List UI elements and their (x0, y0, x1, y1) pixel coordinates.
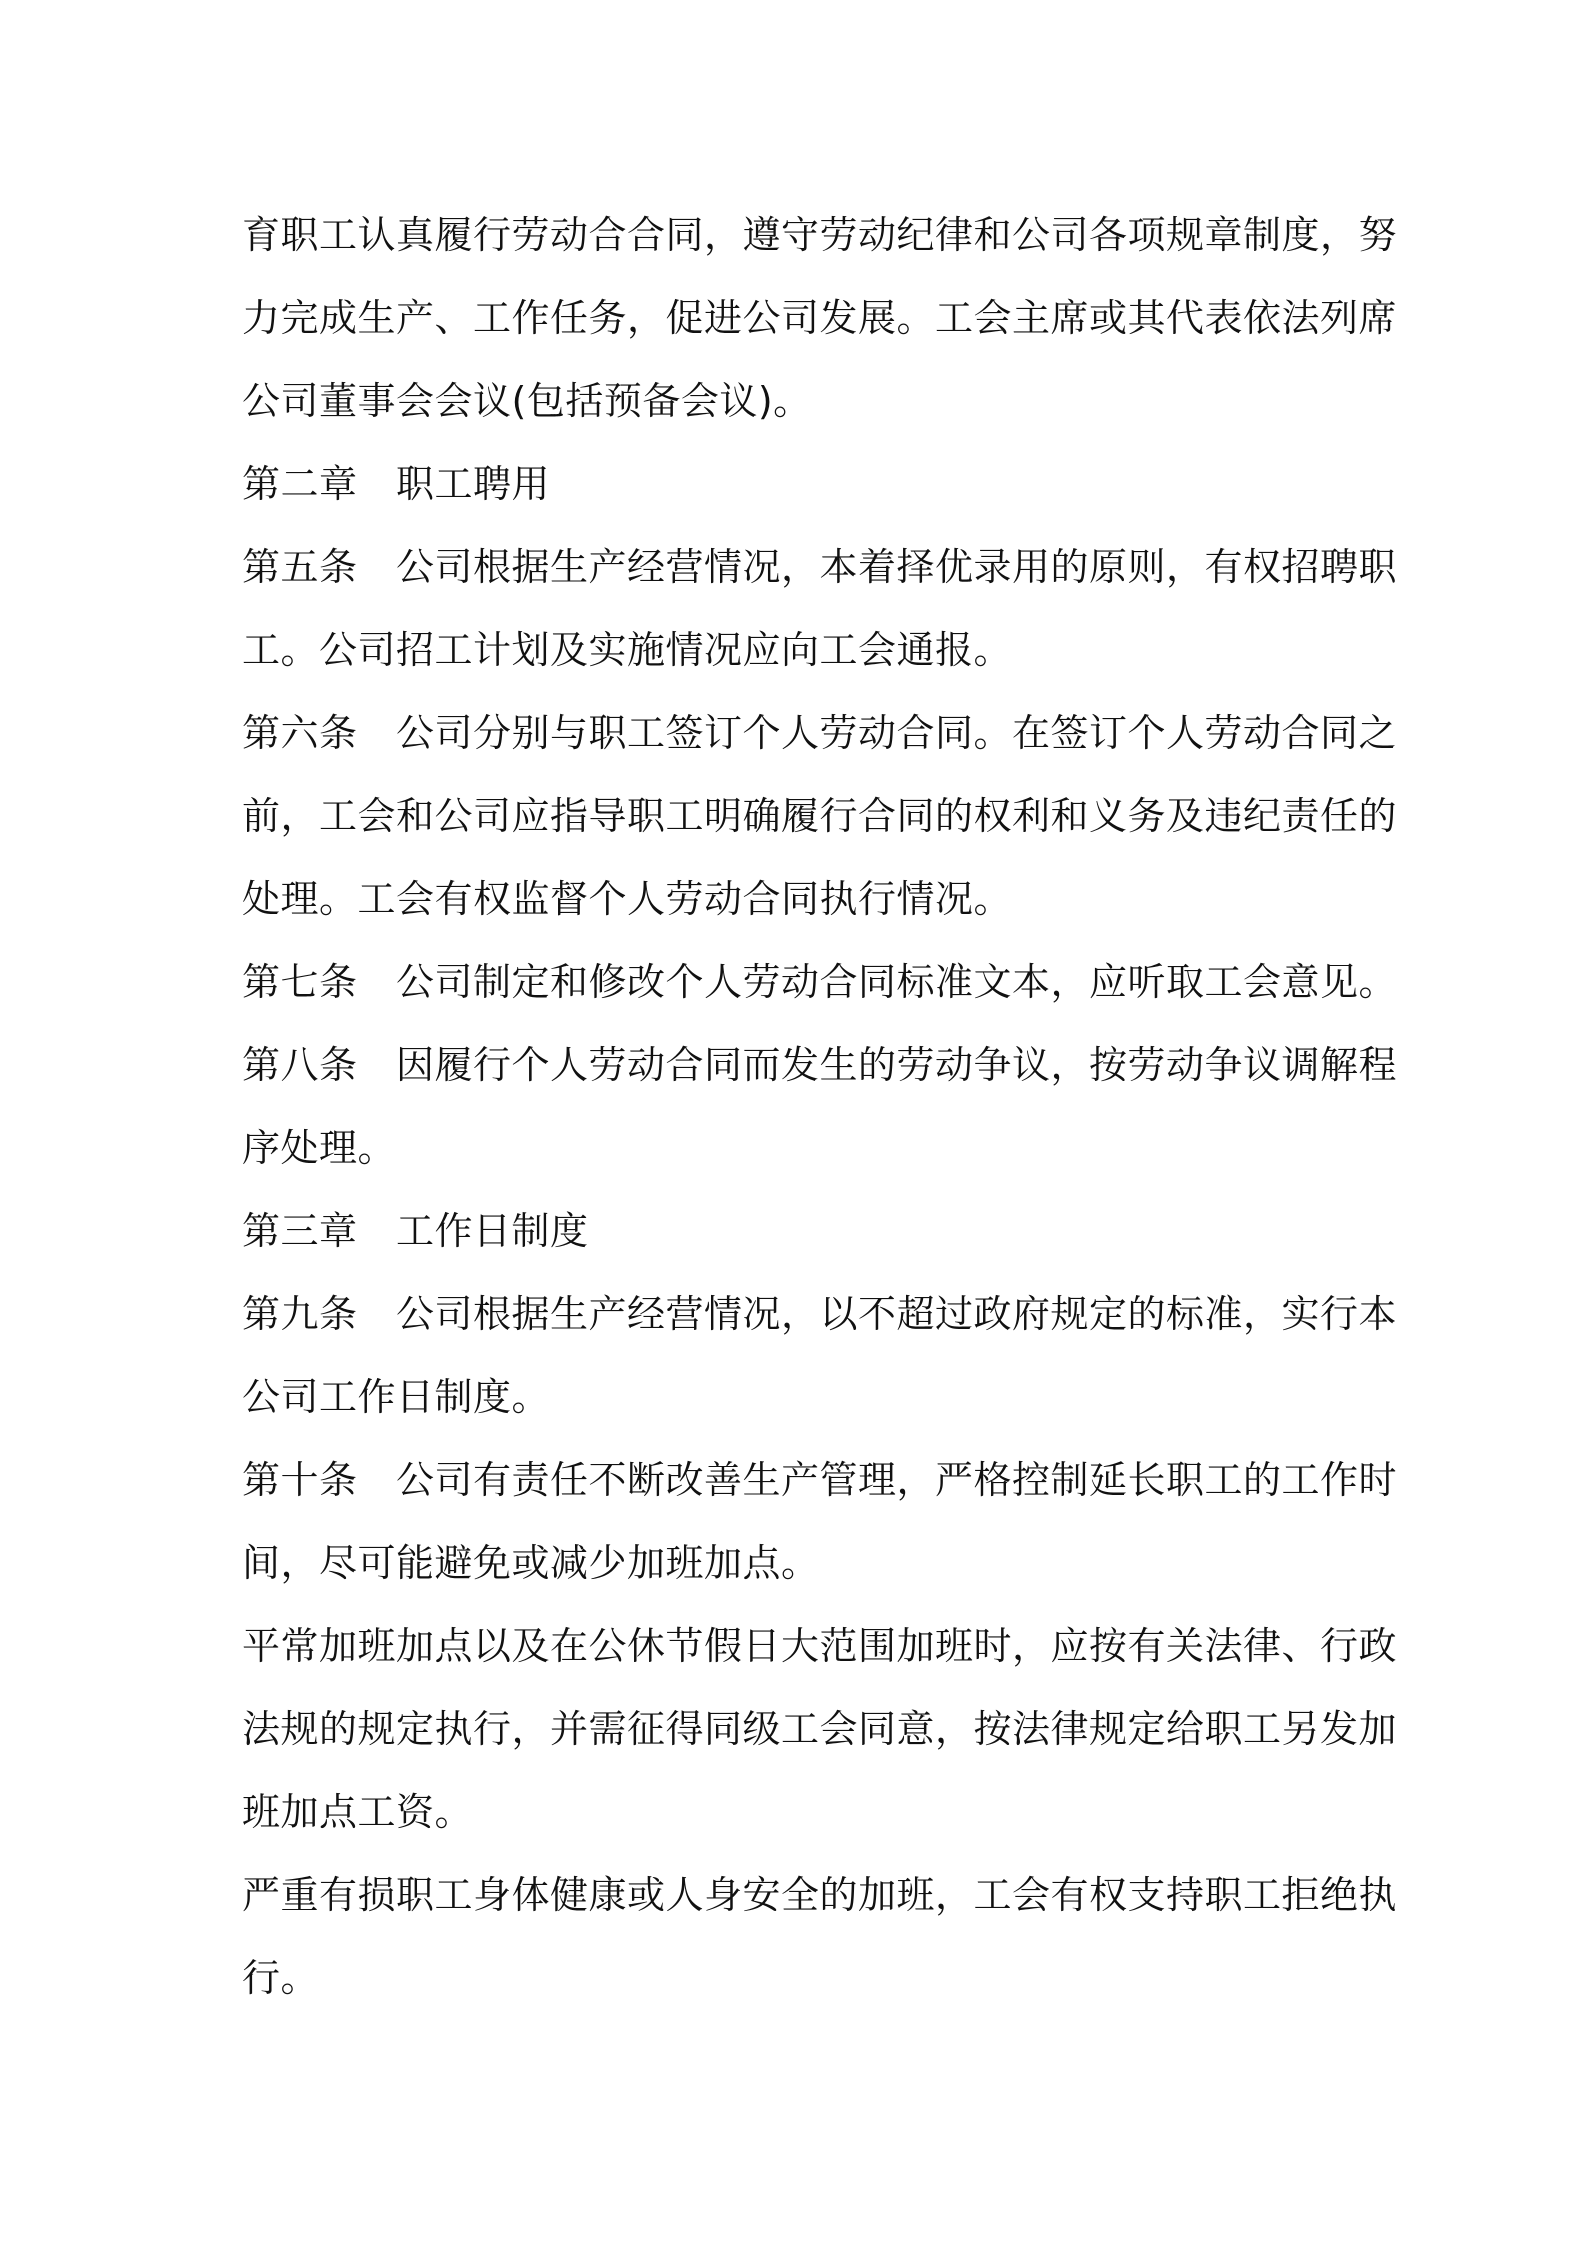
article-10-line-2: 间，尽可能避免或减少加班加点。 (242, 1541, 820, 1585)
article-6-line-1: 第六条 公司分别与职工签订个人劳动合同。在签订个人劳动合同之 (242, 711, 1398, 755)
document-body (242, 194, 1398, 2020)
article-5-line-1: 第五条 公司根据生产经营情况，本着择优录用的原则，有权招聘职 (242, 545, 1398, 589)
article-8-line-1: 第八条 因履行个人劳动合同而发生的劳动争议，按劳动争议调解程 (242, 1043, 1398, 1087)
article-9-line-2: 公司工作日制度。 (242, 1375, 551, 1419)
text-line-3: 公司董事会会议(包括预备会议)。 (242, 379, 812, 423)
article-8-line-2: 序处理。 (242, 1126, 397, 1170)
article-6-line-3: 处理。工会有权监督个人劳动合同执行情况。 (242, 877, 1013, 921)
chapter-heading-2: 第二章 职工聘用 (242, 462, 551, 506)
article-10-line-1: 第十条 公司有责任不断改善生产管理，严格控制延长职工的工作时 (242, 1458, 1398, 1502)
paragraph-overtime-line-2: 法规的规定执行，并需征得同级工会同意，按法律规定给职工另发加 (242, 1707, 1398, 1751)
article-7-line-1: 第七条 公司制定和修改个人劳动合同标准文本，应听取工会意见。 (242, 960, 1398, 1004)
article-6-line-2: 前，工会和公司应指导职工明确履行合同的权利和义务及违纪责任的 (242, 794, 1398, 838)
paragraph-overtime-line-3: 班加点工资。 (242, 1790, 474, 1834)
paragraph-overtime-line-1: 平常加班加点以及在公休节假日大范围加班时，应按有关法律、行政 (242, 1624, 1398, 1668)
paragraph-safety-line-1: 严重有损职工身体健康或人身安全的加班，工会有权支持职工拒绝执 (242, 1873, 1398, 1917)
text-line-2: 力完成生产、工作任务，促进公司发展。工会主席或其代表依法列席 (242, 296, 1398, 340)
chapter-heading-3: 第三章 工作日制度 (242, 1209, 589, 1253)
text-line-1: 育职工认真履行劳动合合同，遵守劳动纪律和公司各项规章制度，努 (242, 213, 1398, 257)
article-9-line-1: 第九条 公司根据生产经营情况，以不超过政府规定的标准，实行本 (242, 1292, 1398, 1336)
article-5-line-2: 工。公司招工计划及实施情况应向工会通报。 (242, 628, 1013, 672)
paragraph-safety-line-2: 行。 (242, 1956, 320, 2000)
